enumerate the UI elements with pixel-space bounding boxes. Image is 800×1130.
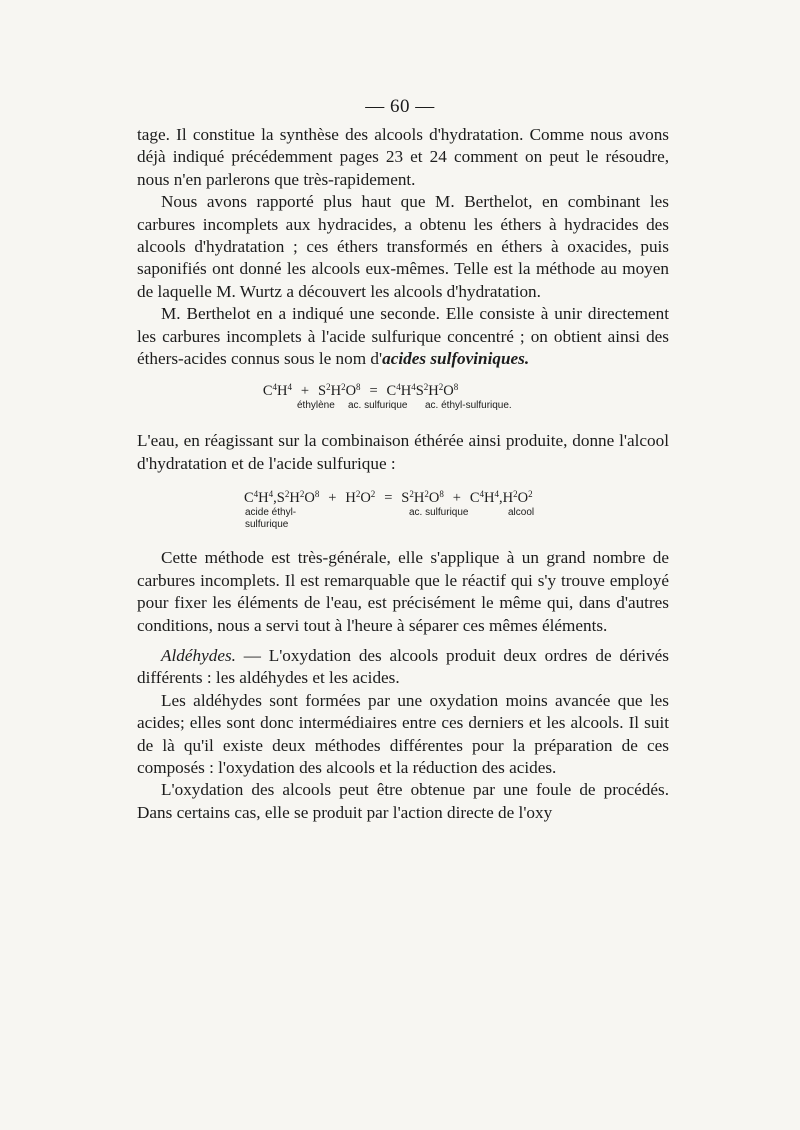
- section-heading: Aldéhydes.: [161, 645, 236, 665]
- formula-ethyl-sulfuric-acid: $C^4H^4S^2H^2O^8$: [386, 382, 459, 400]
- paragraph: L'oxydation des alcools peut être obtenue par une foule de procédés. Dans certains cas, elle se produit par l'action directe de l'oxy: [137, 780, 669, 822]
- label-ethyl-sulfuric-acid-1: acide éthyl-: [245, 507, 297, 519]
- formula-alcohol: $C^4H^4,H^2O^2$: [469, 489, 533, 507]
- label-sulfuric-acid: ac. sulfurique: [409, 507, 469, 519]
- label-sulfuric-acid: ac. sulfurique: [348, 400, 408, 412]
- equals-sign: =: [384, 490, 393, 507]
- formula-ethylene: $C^4H^4$: [262, 382, 292, 400]
- page-body: [137, 124, 669, 824]
- label-ethyl-sulfuric-acid-2: sulfurique: [245, 519, 289, 531]
- formula-sulfuric-acid: $S^2H^2O^8$: [401, 489, 444, 507]
- label-ethyl-sulfuric-acid: ac. éthyl-sulfurique.: [425, 400, 512, 412]
- label-ethylene: éthylène: [297, 400, 335, 412]
- paragraph-text: — L'oxydation des alcools produit deux ordres de dérivés différents : les aldéhydes et les acides.: [137, 645, 669, 688]
- formula-sulfuric-acid: $S^2H^2O^8$: [318, 382, 361, 400]
- equals-sign: =: [369, 383, 378, 400]
- plus-sign: +: [328, 490, 337, 507]
- paragraph: [137, 645, 669, 690]
- paragraph: tage. Il constitue la synthèse des alcools d'hydratation. Comme nous avons déjà indiqué précédemment pages 23 et 24 comment on peut le résoudre, nous n'en parlerons que très-rapidement.: [137, 125, 669, 189]
- paragraph-text: M. Berthelot en a indiqué une seconde. Elle consiste à unir directement les carbures incomplets à l'acide sulfurique concentré ; on obtient ainsi des éthers-acides connus sous le nom d': [137, 304, 669, 369]
- plus-sign: +: [300, 383, 310, 400]
- paragraph: L'eau, en réagissant sur la combinaison éthérée ainsi produite, donne l'alcool d'hydratation et de l'acide sulfurique :: [137, 431, 669, 473]
- paragraph: Les aldéhydes sont formées par une oxydation moins avancée que les acides; elles sont donc intermédiaires entre ces derniers et les alcools. Il suit de là qu'il existe deux méthodes différentes pour la préparation de ces composés : l'oxydation des alcools et la réduction des acides.: [137, 690, 669, 777]
- formula-ethyl-sulfuric-acid: $C^4H^4,S^2H^2O^8$: [244, 489, 320, 507]
- formula-water: $H^2O^2$: [345, 489, 376, 507]
- paragraph: Cette méthode est très-générale, elle s'applique à un grand nombre de carbures incomplets. Il est remarquable que le réactif qui s'y trouve employé pour fixer les éléments de l'eau, est précisément le même qui, dans d'autres conditions, nous a servi tout à l'heure à séparer ces mêmes éléments.: [137, 548, 669, 635]
- paragraph: [137, 303, 669, 370]
- plus-sign: +: [452, 490, 461, 507]
- label-alcohol: alcool: [508, 507, 535, 519]
- paragraph: Nous avons rapporté plus haut que M. Berthelot, en combinant les carbures incomplets aux hydracides, a obtenu les éthers à hydracides des alcools d'hydratation ; ces éthers transformés en éthers à oxacides, puis saponifiés ont donné les alcools eux-mêmes. Telle est la méthode au moyen de laquelle M. Wurtz a découvert les alcools d'hydratation.: [137, 192, 669, 301]
- chemical-equation-2: [137, 489, 669, 533]
- page-number: — 60 —: [365, 96, 435, 117]
- emphasis-term: acides sulfoviniques.: [382, 349, 530, 369]
- chemical-equation-1: [137, 382, 669, 414]
